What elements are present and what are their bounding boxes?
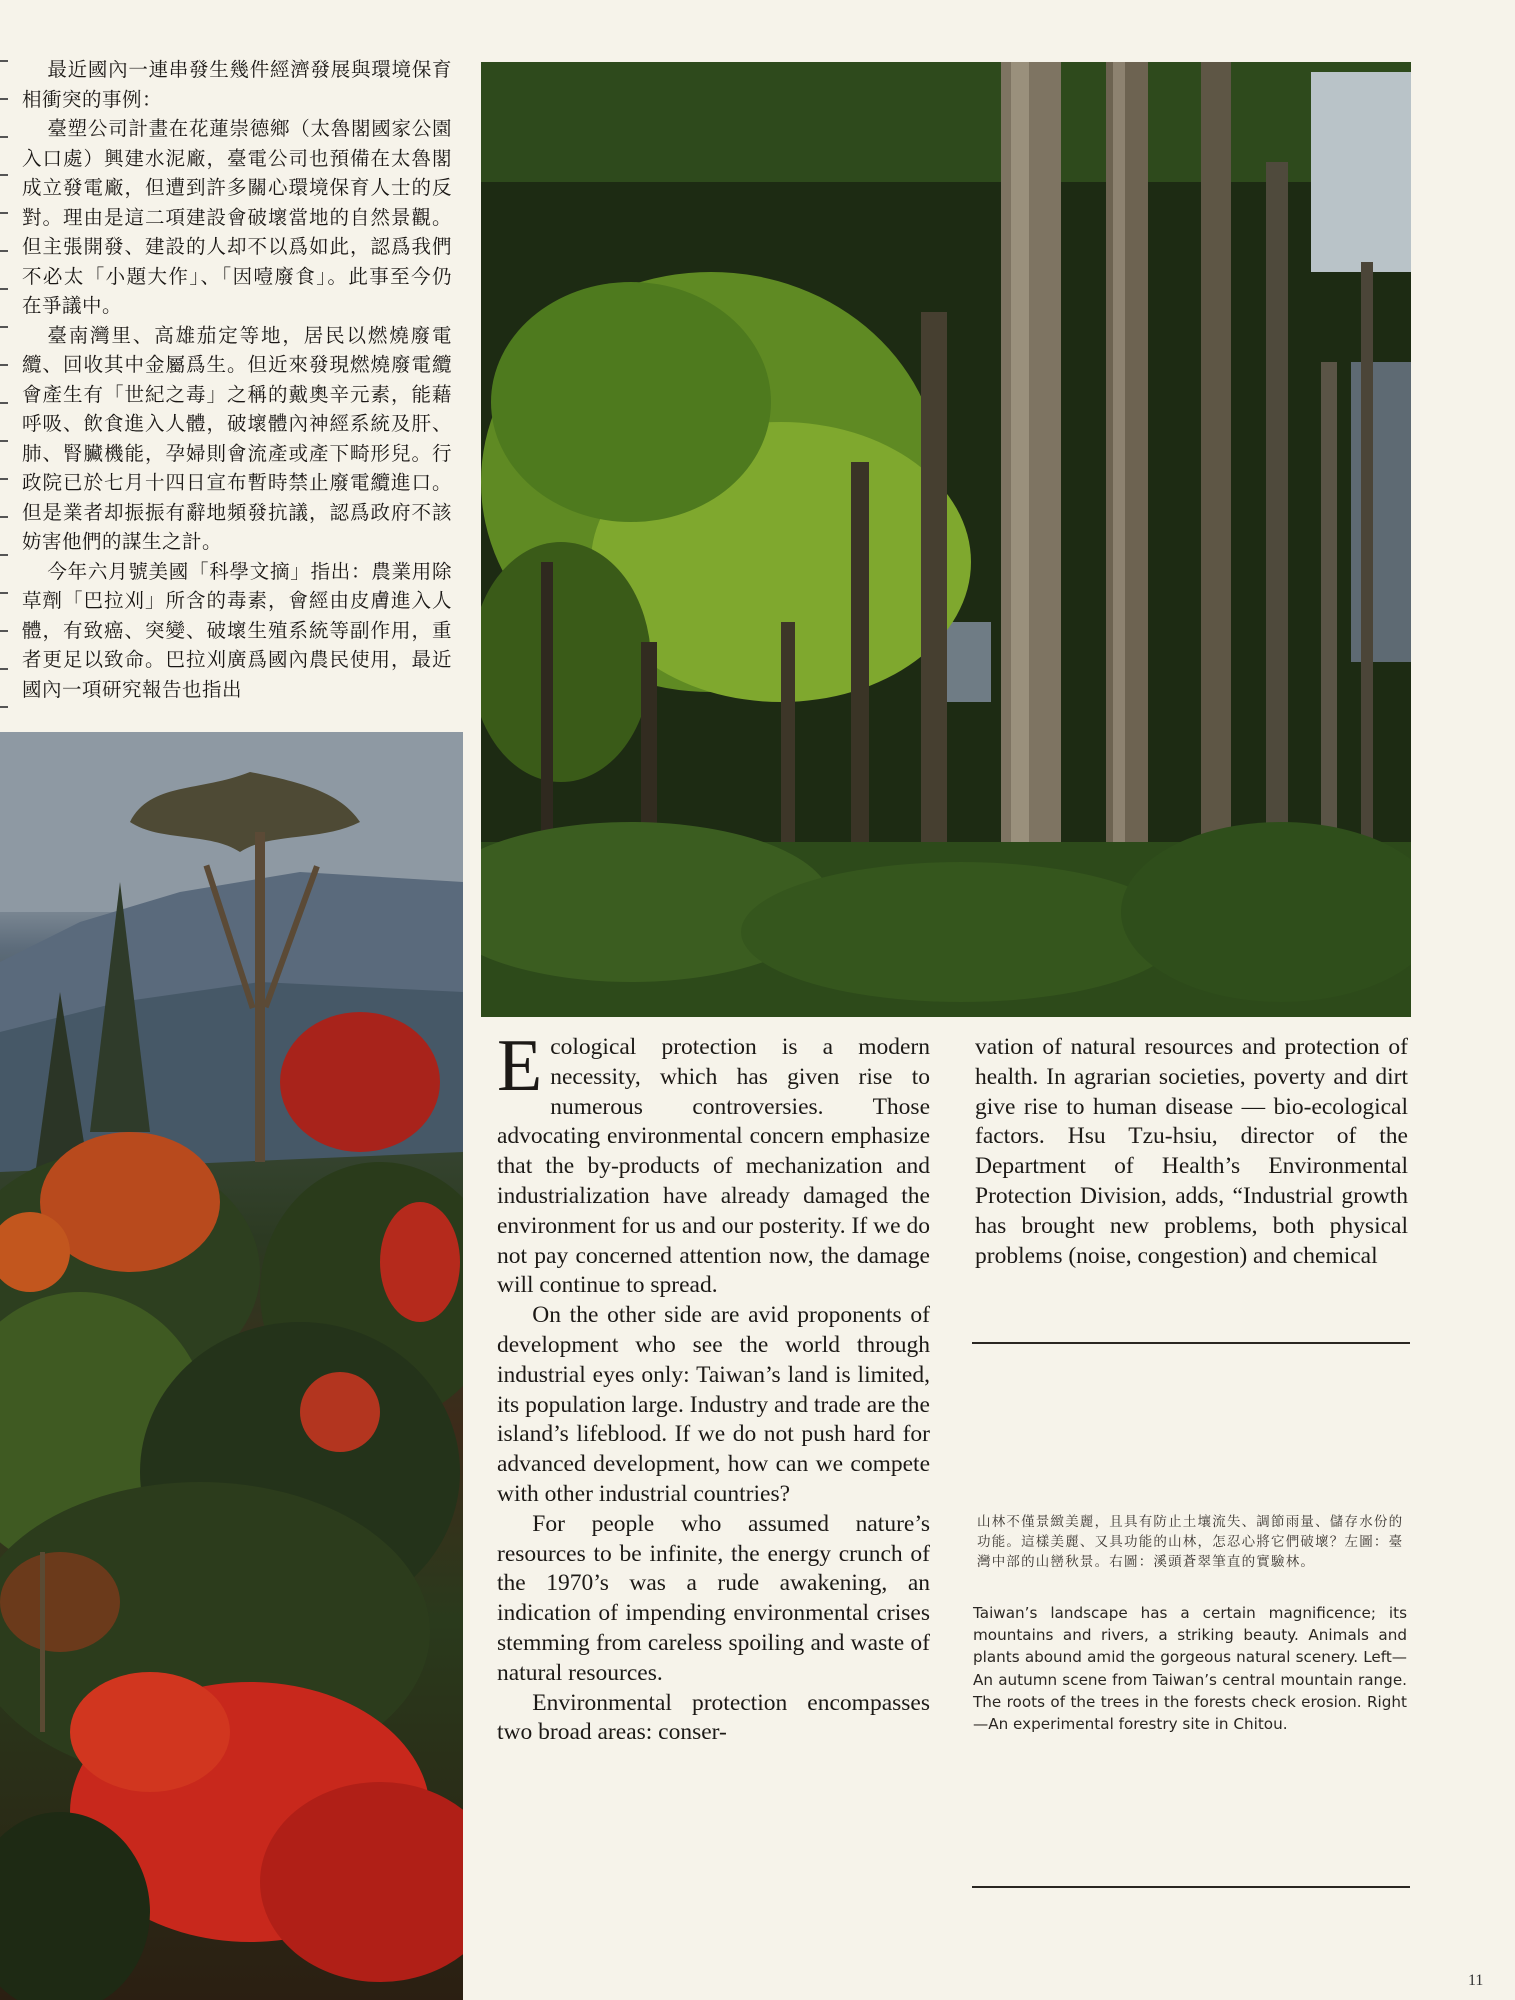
caption-bottom-rule (972, 1886, 1410, 1888)
zh-paragraph-2: 臺塑公司計畫在花蓮崇德鄉（太魯閣國家公園入口處）興建水泥廠，臺電公司也預備在太魯閣成立發電廠，但遭到許多關心環境保育人士的反對。理由是這二項建設會破壞當地的自然景觀。但主張開發、建設的人却不以爲如此，認爲我們不必太「小題大作」、「因噎廢食」。此事至今仍在爭議中。 (22, 117, 452, 317)
zh-paragraph-3: 臺南灣里、高雄茄定等地，居民以燃燒廢電纜、回收其中金屬爲生。但近來發現燃燒廢電纜會產生有「世紀之毒」之稱的戴奧辛元素，能藉呼吸、飲食進入人體，破壞體內神經系統及肝、肺、腎臟機能，孕婦則會流產或產下畸形兒。行政院已於七月十四日宣布暫時禁止廢電纜進口。但是業者却振振有辭地頻發抗議，認爲政府不該妨害他們的謀生之計。 (22, 323, 452, 553)
photo-caption-english: Taiwan’s landscape has a certain magnificence; its mountains and rivers, a striking beauty. Animals and plants abound amid the gorgeous natural scenery. Left— An autumn scene from Taiwan’s central mountain range. The roots of the trees in the forests check erosion. Right—An experimental forestry site in Chitou. (973, 1604, 1407, 1734)
drop-cap: E (497, 1025, 543, 1107)
english-first-paragraph (497, 1025, 930, 1301)
english-paragraph-2: On the other side are avid proponents of development who see the world through industrial eyes only: Taiwan’s land is limited, its population large. Industry and trade are the island’s lifeblood. If we do not push hard for advanced development, how can we compete with other industrial countries? (497, 1302, 930, 1507)
english-article-column-1 (497, 1025, 930, 1748)
english-paragraph-3: For people who assumed nature’s resources to be infinite, the energy crunch of the 1970’s was a rude awakening, an indication of impending environmental crises stemming from careless spoiling and waste of natural resources. (497, 1510, 930, 1686)
photo-caption-chinese: 山林不僅景緻美麗，且具有防止土壤流失、調節雨量、儲存水份的功能。這樣美麗、又具功能的山林，怎忍心將它們破壞？左圖：臺灣中部的山巒秋景。右圖：溪頭蒼翠筆直的實驗林。 (977, 1514, 1404, 1570)
autumn-mountain-photo (0, 732, 463, 2000)
english-article-column-2 (975, 1033, 1408, 1271)
caption-top-rule (972, 1342, 1410, 1344)
english-paragraph-4: Environmental protection encompasses two broad areas: conser- (497, 1689, 930, 1746)
zh-paragraph-4: 今年六月號美國「科學文摘」指出：農業用除草劑「巴拉刈」所含的毒素，會經由皮膚進入人體，有致癌、突變、破壞生殖系統等副作用，重者更足以致命。巴拉刈廣爲國內農民使用，最近國內一項研究報告也指出 (22, 559, 452, 701)
page-number: 11 (1468, 1972, 1484, 1989)
english-column-2-text: vation of natural resources and protection of health. In agrarian societies, poverty and dirt give rise to human disease — bio-ecological factors. Hsu Tzu-hsiu, director of the Department of Health’s Environmental Protection Division, adds, “Industrial growth has brought new problems, both physical problems (noise, congestion) and chemical (975, 1034, 1408, 1269)
zh-paragraph-1: 最近國內一連串發生幾件經濟發展與環境保育相衝突的事例： (22, 58, 452, 111)
english-paragraph-1-text: cological protection is a modern necessity, which has given rise to numerous controversies. Those advocating environmental concern emphasize that the by-products of mechanization and industrialization have already damaged the environment for us and our posterity. If we do not pay concerned attention now, the damage will continue to spread. (497, 1034, 930, 1299)
experimental-forest-photo (481, 62, 1411, 1017)
chinese-article-column (22, 55, 452, 704)
